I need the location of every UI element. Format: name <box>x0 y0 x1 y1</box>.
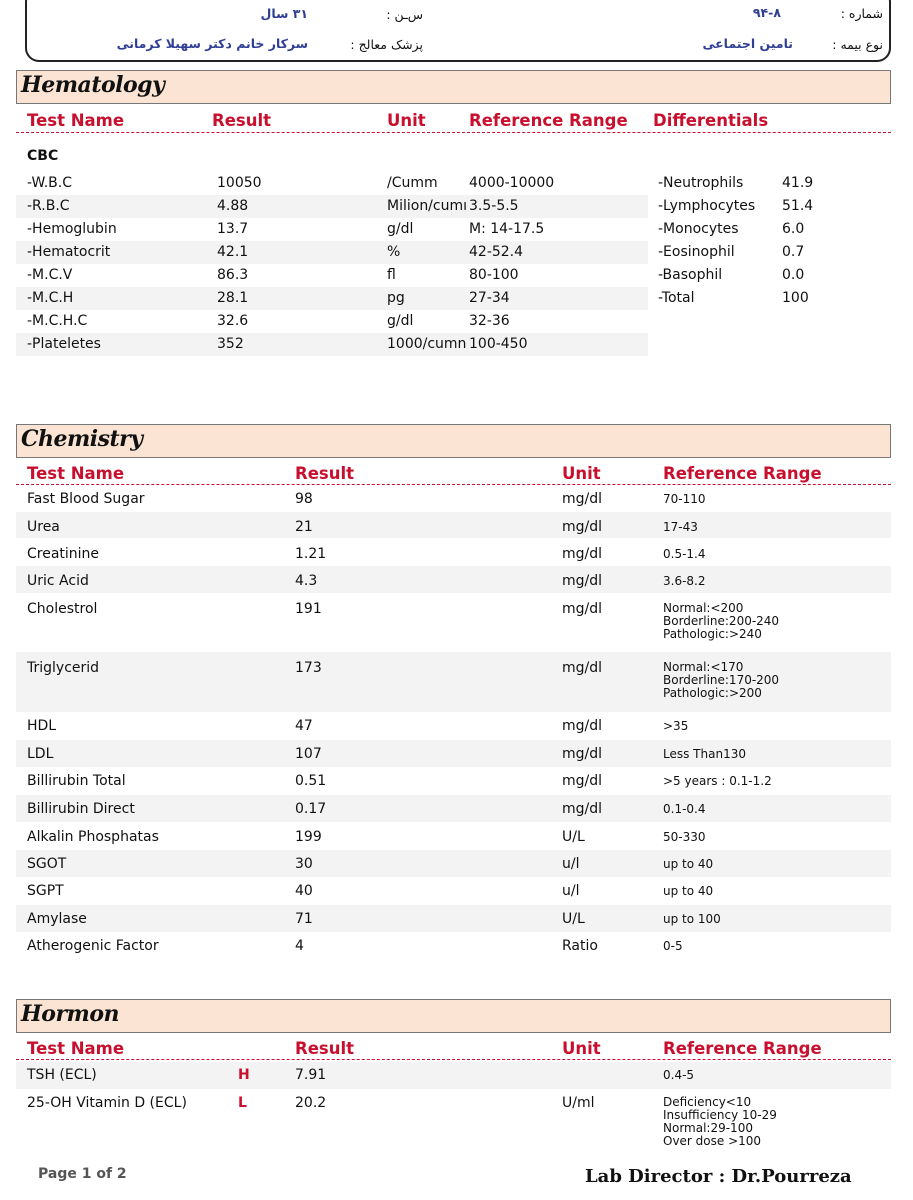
chem-unit: mg/dl <box>562 573 603 589</box>
insurance-label: نوع بیمه : <box>832 37 883 52</box>
cbc-group-label: CBC <box>27 148 59 164</box>
hema-col-result: Result <box>212 111 272 130</box>
diff-name: -Basophil <box>658 267 723 283</box>
row-band <box>16 850 891 877</box>
cbc-range: 27-34 <box>469 290 510 306</box>
chem-name: Urea <box>27 519 60 535</box>
number-label: شماره : <box>840 6 883 21</box>
cbc-name: -W.B.C <box>27 175 73 191</box>
chem-range: >35 <box>663 719 689 733</box>
physician-label: پزشک معالج : <box>350 37 423 52</box>
horm-name: TSH (ECL) <box>27 1067 97 1083</box>
chem-result: 199 <box>295 829 322 845</box>
horm-col-result: Result <box>295 1039 355 1058</box>
chem-unit: mg/dl <box>562 546 603 562</box>
cbc-result: 10050 <box>217 175 262 191</box>
chem-unit: mg/dl <box>562 519 603 535</box>
cbc-unit: pg <box>387 290 405 306</box>
row-band <box>16 740 891 767</box>
cbc-name: -M.C.V <box>27 267 73 283</box>
cbc-range: M: 14-17.5 <box>469 221 545 237</box>
diff-value: 6.0 <box>782 221 805 237</box>
cbc-name: -Hematocrit <box>27 244 111 260</box>
page-number: Page 1 of 2 <box>38 1166 127 1182</box>
row-band <box>16 795 891 822</box>
chem-result: 1.21 <box>295 546 327 562</box>
cbc-name: -Plateletes <box>27 336 101 352</box>
hema-col-unit: Unit <box>387 111 426 130</box>
cbc-range: 80-100 <box>469 267 519 283</box>
cbc-unit: % <box>387 244 401 260</box>
chem-result: 0.17 <box>295 801 327 817</box>
chem-name: Billirubin Total <box>27 773 126 789</box>
hema-col-range: Reference Range <box>469 111 628 130</box>
horm-result: 7.91 <box>295 1067 327 1083</box>
chem-unit: mg/dl <box>562 491 603 507</box>
cbc-result: 4.88 <box>217 198 249 214</box>
diff-value: 100 <box>782 290 809 306</box>
lab-director: Lab Director : Dr.Pourreza <box>585 1166 852 1187</box>
horm-range-line: Deficiency<10 <box>663 1095 752 1109</box>
hormon-section-header <box>16 999 891 1033</box>
chem-col-unit: Unit <box>562 464 601 483</box>
chem-divider <box>16 484 891 485</box>
horm-range: 0.4-5 <box>663 1068 695 1082</box>
chem-result: 98 <box>295 491 313 507</box>
chemistry-section-header <box>16 424 891 458</box>
chem-unit: Ratio <box>562 938 598 954</box>
chem-range-line: Normal:<200 <box>663 601 744 615</box>
chem-result: 47 <box>295 718 313 734</box>
chem-unit: mg/dl <box>562 718 603 734</box>
diff-name: -Lymphocytes <box>658 198 756 214</box>
chem-range: 0.5-1.4 <box>663 547 706 561</box>
chem-unit: U/L <box>562 911 585 927</box>
chem-range: 3.6-8.2 <box>663 574 706 588</box>
chem-unit: mg/dl <box>562 660 603 676</box>
chem-name: Cholestrol <box>27 601 98 617</box>
chemistry-title: Chemistry <box>21 426 143 452</box>
chem-range: up to 40 <box>663 884 714 898</box>
diff-value: 41.9 <box>782 175 814 191</box>
chem-name: Alkalin Phosphatas <box>27 829 159 845</box>
cbc-range: 3.5-5.5 <box>469 198 519 214</box>
row-band <box>16 241 648 264</box>
horm-col-unit: Unit <box>562 1039 601 1058</box>
chem-unit: U/L <box>562 829 585 845</box>
diff-name: -Monocytes <box>658 221 739 237</box>
cbc-result: 42.1 <box>217 244 249 260</box>
chem-result: 30 <box>295 856 313 872</box>
chem-result: 4 <box>295 938 304 954</box>
physician-value: سرکار خانم دکتر سهیلا کرمانی <box>116 36 308 51</box>
chem-range: Less Than130 <box>663 747 746 761</box>
chem-unit: mg/dl <box>562 773 603 789</box>
flag-high: H <box>238 1067 250 1083</box>
hema-divider <box>16 132 891 133</box>
chem-name: SGOT <box>27 856 67 872</box>
horm-unit: U/ml <box>562 1095 595 1111</box>
chem-range-line: Pathologic:>200 <box>663 686 762 700</box>
cbc-range: 100-450 <box>469 336 528 352</box>
chem-result: 40 <box>295 883 313 899</box>
chem-name: Triglycerid <box>27 660 100 676</box>
row-band <box>16 287 648 310</box>
chem-range: up to 100 <box>663 912 721 926</box>
age-label: س‌ـن : <box>386 7 423 22</box>
chem-unit: u/l <box>562 883 580 899</box>
chem-name: Fast Blood Sugar <box>27 491 145 507</box>
cbc-result: 13.7 <box>217 221 249 237</box>
chem-range-line: Normal:<170 <box>663 660 744 674</box>
cbc-name: -M.C.H.C <box>27 313 88 329</box>
cbc-name: -R.B.C <box>27 198 70 214</box>
chem-range: 50-330 <box>663 830 706 844</box>
chem-result: 4.3 <box>295 573 318 589</box>
chem-range: 70-110 <box>663 492 706 506</box>
chem-name: Amylase <box>27 911 87 927</box>
diff-name: -Neutrophils <box>658 175 744 191</box>
cbc-unit: 1000/cumn <box>387 336 467 352</box>
chem-name: Uric Acid <box>27 573 89 589</box>
row-band <box>16 512 891 538</box>
hema-col-test: Test Name <box>27 111 125 130</box>
horm-name: 25-OH Vitamin D (ECL) <box>27 1095 187 1111</box>
diff-name: -Total <box>658 290 695 306</box>
chem-unit: mg/dl <box>562 601 603 617</box>
chem-range-line: Borderline:200-240 <box>663 614 780 628</box>
cbc-name: -Hemoglubin <box>27 221 117 237</box>
hormon-title: Hormon <box>21 1001 119 1027</box>
cbc-unit: g/dl <box>387 313 414 329</box>
chem-range-line: Borderline:170-200 <box>663 673 780 687</box>
cbc-result: 28.1 <box>217 290 249 306</box>
horm-result: 20.2 <box>295 1095 327 1111</box>
chem-range: 0-5 <box>663 939 683 953</box>
horm-range-line: Over dose >100 <box>663 1134 762 1148</box>
cbc-unit: fl <box>387 267 396 283</box>
chem-unit: u/l <box>562 856 580 872</box>
horm-range-line: Insufficiency 10-29 <box>663 1108 777 1122</box>
chem-name: Billirubin Direct <box>27 801 135 817</box>
chem-col-range: Reference Range <box>663 464 822 483</box>
chem-range: >5 years : 0.1-1.2 <box>663 774 772 788</box>
diff-name: -Eosinophil <box>658 244 735 260</box>
cbc-unit: g/dl <box>387 221 414 237</box>
chem-range: up to 40 <box>663 857 714 871</box>
chem-name: Creatinine <box>27 546 100 562</box>
chem-unit: mg/dl <box>562 746 603 762</box>
number-value: ۹۴-۸ <box>752 5 781 20</box>
cbc-result: 32.6 <box>217 313 249 329</box>
chem-result: 21 <box>295 519 313 535</box>
insurance-value: تامین اجتماعی <box>702 36 793 51</box>
row-band <box>16 195 648 218</box>
cbc-range: 32-36 <box>469 313 510 329</box>
chem-result: 0.51 <box>295 773 327 789</box>
chem-name: Atherogenic Factor <box>27 938 159 954</box>
chem-result: 107 <box>295 746 322 762</box>
cbc-unit: Milion/cumı <box>387 198 468 214</box>
chem-col-result: Result <box>295 464 355 483</box>
hematology-section-header <box>16 70 891 104</box>
cbc-name: -M.C.H <box>27 290 74 306</box>
chem-name: SGPT <box>27 883 64 899</box>
chem-result: 173 <box>295 660 322 676</box>
row-band <box>16 1062 891 1089</box>
chem-unit: mg/dl <box>562 801 603 817</box>
row-band <box>16 333 648 356</box>
chem-range: 0.1-0.4 <box>663 802 706 816</box>
horm-divider <box>16 1059 891 1060</box>
diff-value: 51.4 <box>782 198 814 214</box>
diff-value: 0.0 <box>782 267 805 283</box>
hematology-title: Hematology <box>21 72 165 98</box>
chem-range: 17-43 <box>663 520 698 534</box>
age-value: ۳۱ سال <box>260 6 308 21</box>
cbc-range: 42-52.4 <box>469 244 524 260</box>
cbc-unit: /Cumm <box>387 175 438 191</box>
diff-value: 0.7 <box>782 244 805 260</box>
chem-name: HDL <box>27 718 57 734</box>
cbc-result: 352 <box>217 336 244 352</box>
horm-range-line: Normal:29-100 <box>663 1121 753 1135</box>
chem-col-test: Test Name <box>27 464 125 483</box>
horm-col-test: Test Name <box>27 1039 125 1058</box>
hema-col-differentials: Differentials <box>653 111 769 130</box>
cbc-result: 86.3 <box>217 267 249 283</box>
flag-low: L <box>238 1095 247 1111</box>
chem-range-line: Pathologic:>240 <box>663 627 762 641</box>
chem-result: 191 <box>295 601 322 617</box>
chem-result: 71 <box>295 911 313 927</box>
row-band <box>16 566 891 593</box>
horm-col-range: Reference Range <box>663 1039 822 1058</box>
chem-name: LDL <box>27 746 54 762</box>
row-band <box>16 905 891 932</box>
cbc-range: 4000-10000 <box>469 175 555 191</box>
